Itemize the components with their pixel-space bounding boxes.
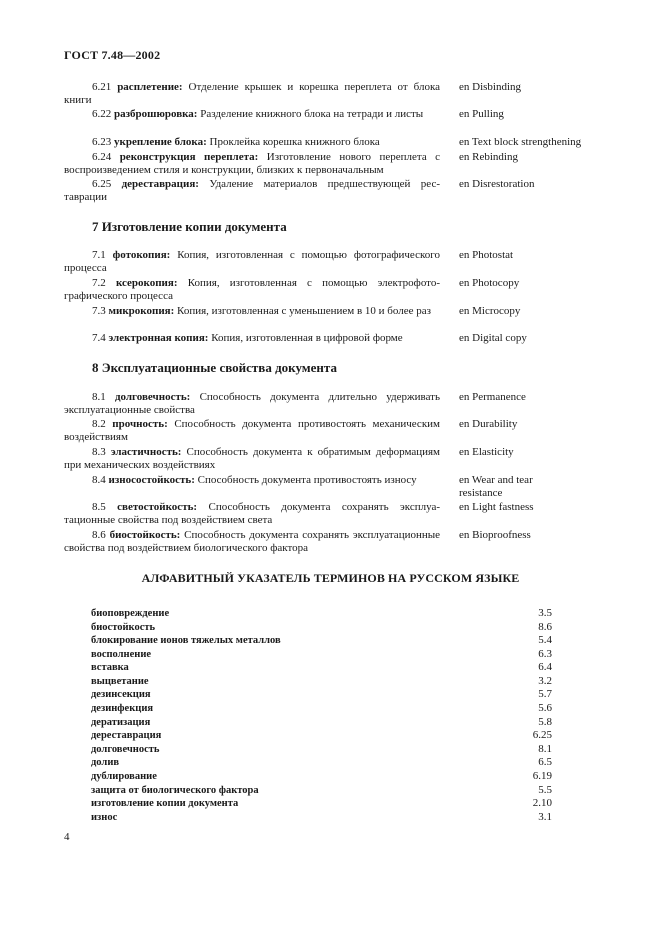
entry-8-4: 8.4 износостойкость: Способность документа противостоять износу <box>92 474 417 486</box>
term-label: дереставрация: <box>121 178 199 190</box>
entry-8-1: 8.1 долговечность: Способность документа длительно удерживать эксплуатационные свойства <box>64 391 440 416</box>
index-title: АЛФАВИТНЫЙ УКАЗАТЕЛЬ ТЕРМИНОВ НА РУССКОМ ЯЗЫКЕ <box>141 571 520 585</box>
entry-8-6: 8.6 биостойкость: Способность документа сохранять эксплуатационные свойства под воздействием биологического фактора <box>64 529 441 554</box>
entry-6-23-en: en Text block strengthening <box>459 136 582 148</box>
term-label: долговечность: <box>114 391 191 403</box>
entry-7-4: 7.4 электронная копия: Копия, изготовленная в цифровой форме <box>92 332 403 344</box>
index-row: восполнение 6.3 <box>91 648 552 660</box>
term-label: ксерокопия: <box>115 277 178 289</box>
index-row: защита от биологического фактора 5.5 <box>91 784 552 796</box>
entry-6-25: 6.25 дереставрация: Удаление материалов предшествующей реставрации <box>64 178 440 203</box>
index-row: дублирование 6.19 <box>91 770 552 782</box>
term-label: электронная копия: <box>108 332 209 344</box>
entry-7-4-en: en Digital copy <box>459 332 527 344</box>
index-row: биостойкость 8.6 <box>91 621 552 633</box>
document-header: ГОСТ 7.48—2002 <box>64 48 161 62</box>
entry-6-22: 6.22 разброшюровка: Разделение книжного блока на тетради и листы <box>92 108 424 120</box>
entry-6-24-en: en Rebinding <box>459 151 518 163</box>
index-row: дереставрация 6.25 <box>91 729 552 741</box>
index-row: износ 3.1 <box>91 811 552 823</box>
entry-8-1-en: en Permanence <box>459 391 526 403</box>
term-label: прочность: <box>112 418 168 430</box>
term-label: фотокопия: <box>112 249 171 261</box>
entry-6-25-en: en Disrestoration <box>459 178 535 190</box>
term-label: микрокопия: <box>108 305 175 317</box>
index-row: блокирование ионов тяжелых металлов 5.4 <box>91 634 552 646</box>
entry-6-21-en: en Disbinding <box>459 81 522 93</box>
term-label: эластичность: <box>110 446 182 458</box>
index-row: долговечность 8.1 <box>91 743 552 755</box>
entry-8-5: 8.5 светостойкость: Способность документа сохранять эксплуатационные свойства под воздействием света <box>64 501 441 526</box>
index-row: дератизация 5.8 <box>91 716 552 728</box>
entry-7-2: 7.2 ксерокопия: Копия, изготовленная с помощью электрофотографического процесса <box>64 277 441 302</box>
index-row: дезинфекция 5.6 <box>91 702 552 714</box>
entry-8-4-en: en Wear and tear resistance <box>459 474 533 499</box>
entry-8-3: 8.3 эластичность: Способность документа к обратимым деформациям при механических воздействиях <box>64 446 441 471</box>
entry-7-3-en: en Microcopy <box>459 305 521 317</box>
index-row: вставка 6.4 <box>91 661 552 673</box>
entry-8-5-en: en Light fastness <box>459 501 534 513</box>
entry-6-24: 6.24 реконструкция переплета: Изготовление нового переплета с воспроизведением стиля и конструкции, близких к первоначальным <box>64 151 441 176</box>
index-row: долив 6.5 <box>91 756 552 768</box>
entry-6-23: 6.23 укрепление блока: Проклейка корешка книжного блока <box>92 136 380 148</box>
term-label: укрепление блока: <box>114 136 207 148</box>
entry-8-3-en: en Elasticity <box>459 446 514 458</box>
entry-6-22-en: en Pulling <box>459 108 504 120</box>
page-number: 4 <box>64 831 70 843</box>
entry-8-2-en: en Durability <box>459 418 518 430</box>
section-7-title: 7 Изготовление копии документа <box>92 219 287 234</box>
term-label: реконструкция переплета: <box>119 151 259 163</box>
term-label: разброшюровка: <box>114 108 198 120</box>
index-row: изготовление копии документа 2.10 <box>91 797 552 809</box>
entry-7-1-en: en Photostat <box>459 249 514 261</box>
entry-7-2-en: en Photocopy <box>459 277 520 289</box>
section-8-title: 8 Эксплуатационные свойства документа <box>92 360 337 375</box>
index-row: дезинсекция 5.7 <box>91 688 552 700</box>
entry-7-1: 7.1 фотокопия: Копия, изготовленная с помощью фотографического процесса <box>64 249 440 274</box>
term-label: расплетение: <box>117 81 183 93</box>
term-label: износостойкость: <box>108 474 195 486</box>
entry-6-21: 6.21 расплетение: Отделение крышек и корешка переплета от блока книги <box>64 81 441 106</box>
index-row: выцветание 3.2 <box>91 675 552 687</box>
entry-8-6-en: en Bioproofness <box>459 529 531 541</box>
index-row: биоповреждение 3.5 <box>91 607 552 619</box>
term-label: светостойкость: <box>117 501 198 513</box>
entry-7-3: 7.3 микрокопия: Копия, изготовленная с уменьшением в 10 и более раз <box>92 305 431 317</box>
entry-8-2: 8.2 прочность: Способность документа противостоять механическим воздействиям <box>64 418 441 443</box>
term-label: биостойкость: <box>109 529 181 541</box>
